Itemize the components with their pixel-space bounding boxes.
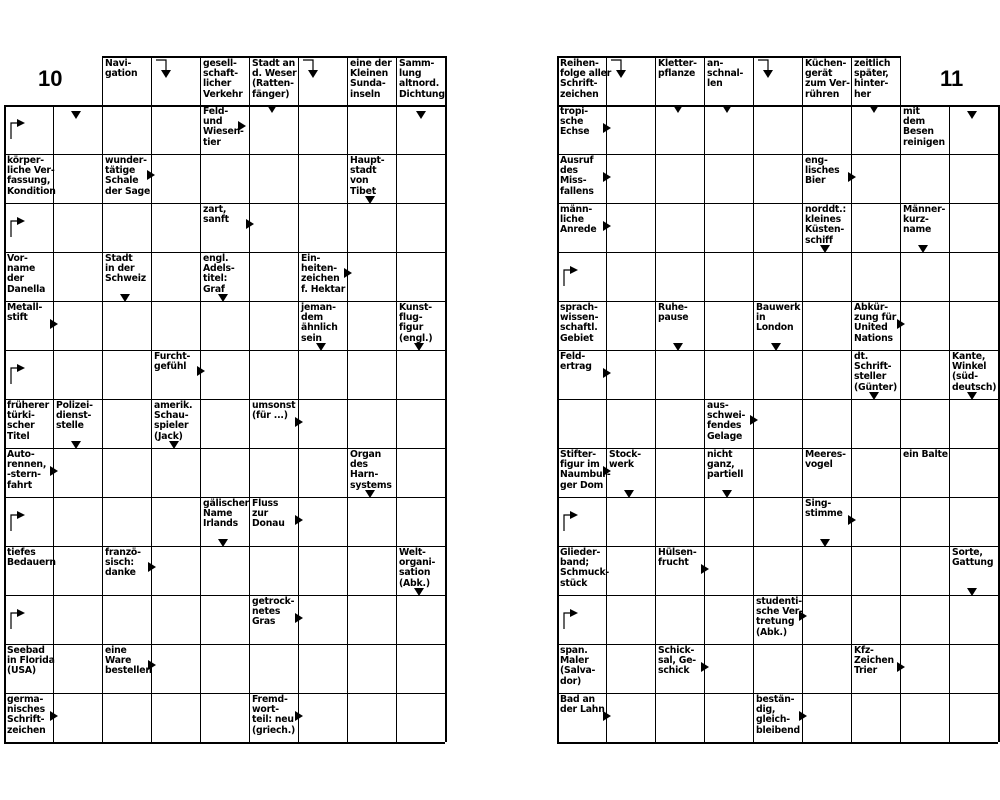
arrow-down-icon (918, 245, 928, 253)
left-clue: eine Ware bestellen (105, 645, 152, 677)
grid-line (557, 644, 998, 645)
right-clue: sprach- wissen- schaftl. Gebiet (560, 302, 599, 344)
left-clue: Feld- und Wiesen- tier (203, 106, 244, 148)
arrow-right-icon (603, 221, 611, 231)
grid-line (606, 56, 607, 742)
arrow-right-icon (246, 219, 254, 229)
arrow-down-icon (218, 294, 228, 302)
arrow-down-icon (120, 294, 130, 302)
arrow-down-icon (722, 490, 732, 498)
arrow-right-icon (295, 515, 303, 525)
arrow-right-icon (701, 564, 709, 574)
right-clue: Abkür- zung für United Nations (854, 302, 897, 344)
page-number-right: 11 (940, 66, 964, 91)
left-clue: Fremd- wort- teil: neu (griech.) (252, 694, 296, 736)
grid-line (200, 56, 201, 742)
left-clue: umsonst (für ...) (252, 400, 296, 422)
arrow-down-icon (771, 343, 781, 351)
left-clue: Auto- rennen, -stern- fahrt (7, 449, 47, 491)
left-clue: getrock- netes Gras (252, 596, 295, 628)
right-clue: Feld- ertrag (560, 351, 592, 373)
left-clue: Fluss zur Donau (252, 498, 285, 530)
arrow-right-icon (148, 562, 156, 572)
arrow-right-icon (603, 123, 611, 133)
right-clue: Ruhe- pause (658, 302, 689, 324)
arrow-right-icon (750, 415, 758, 425)
right-clue: bestän- dig, gleich- bleibend (756, 694, 800, 736)
right-clue: tropi- sche Echse (560, 106, 590, 138)
arrow-bend-icon (560, 266, 580, 290)
arrow-down-icon (967, 392, 977, 400)
arrow-down-icon (869, 392, 879, 400)
left-clue: wunder- tätige Schale der Sage (105, 155, 151, 197)
grid-line (4, 693, 445, 694)
arrow-down-icon (169, 441, 179, 449)
right-clue: dt. Schrift- steller (Günter) (854, 351, 898, 393)
right-clue: ein Balte (903, 449, 948, 460)
arrow-bend-icon (560, 511, 580, 535)
grid-line (557, 56, 559, 742)
arrow-down-icon (414, 343, 424, 351)
left-clue: Stadt an d. Weser (Ratten- fänger) (252, 58, 297, 100)
left-clue: Samm- lung altnord. Dichtung (399, 58, 445, 100)
arrow-right-icon (50, 711, 58, 721)
arrow-right-icon (701, 662, 709, 672)
left-clue: gälischer Name Irlands (203, 498, 250, 530)
arrow-down-icon (71, 441, 81, 449)
arrow-right-icon (148, 660, 156, 670)
right-clue: nicht ganz, partiell (707, 449, 744, 481)
arrow-right-icon (50, 319, 58, 329)
arrow-right-icon (897, 319, 905, 329)
grid-line (4, 350, 445, 351)
left-clue: gesell- schaft- licher Verkehr (203, 58, 243, 100)
arrow-down-icon (365, 490, 375, 498)
arrow-right-icon (295, 711, 303, 721)
arrow-bend-icon (756, 58, 776, 82)
left-clue: eine der Kleinen Sunda- inseln (350, 58, 392, 100)
right-clue: aus- schwei- fendes Gelage (707, 400, 746, 442)
arrow-down-icon (673, 105, 683, 113)
left-clue: Welt- organi- sation (Abk.) (399, 547, 436, 589)
arrow-down-icon (414, 588, 424, 596)
arrow-right-icon (147, 170, 155, 180)
right-clue: Hülsen- frucht (658, 547, 697, 569)
right-clue: Stifter- figur im Naumbur- ger Dom (560, 449, 611, 491)
arrow-right-icon (295, 613, 303, 623)
grid-line (102, 56, 103, 742)
grid-line (4, 742, 445, 744)
arrow-down-icon (416, 111, 426, 119)
left-clue: Navi- gation (105, 58, 138, 80)
right-clue: Kante, Winkel (süd- deutsch) (952, 351, 997, 393)
left-clue: früherer türki- scher Titel (7, 400, 50, 442)
arrow-down-icon (365, 196, 375, 204)
arrow-down-icon (820, 245, 830, 253)
right-clue: Männer- kurz- name (903, 204, 946, 236)
right-clue: Sorte, Gattung (952, 547, 994, 569)
arrow-down-icon (673, 343, 683, 351)
left-clue: Metall- stift (7, 302, 43, 324)
right-clue: an- schnal- len (707, 58, 744, 90)
right-clue: Schick- sal, Ge- schick (658, 645, 696, 677)
arrow-right-icon (197, 366, 205, 376)
right-clue: Sing- stimme (805, 498, 843, 520)
grid-line (4, 595, 445, 596)
left-clue: jeman- dem ähnlich sein (301, 302, 338, 344)
left-clue: amerik. Schau- spieler (Jack) (154, 400, 193, 442)
arrow-down-icon (869, 105, 879, 113)
arrow-right-icon (50, 466, 58, 476)
grid-line (4, 105, 6, 742)
grid-line (851, 56, 852, 742)
grid-line (396, 56, 397, 742)
right-clue: Bauwerk in London (756, 302, 801, 334)
arrow-down-icon (267, 105, 277, 113)
grid-line (753, 56, 754, 742)
right-clue: norddt.: kleines Küsten- schiff (805, 204, 846, 246)
arrow-bend-icon (7, 119, 27, 143)
left-clue: Kunst- flug- figur (engl.) (399, 302, 433, 344)
grid-line (557, 154, 998, 155)
arrow-down-icon (316, 343, 326, 351)
right-clue: Meeres- vogel (805, 449, 846, 471)
grid-line (557, 742, 998, 744)
arrow-right-icon (603, 172, 611, 182)
arrow-bend-icon (7, 217, 27, 241)
arrow-bend-icon (7, 511, 27, 535)
arrow-bend-icon (609, 58, 629, 82)
right-clue: Küchen- gerät zum Ver- rühren (805, 58, 850, 100)
arrow-bend-icon (154, 58, 174, 82)
grid-line (802, 56, 803, 742)
left-clue: Vor- name der Danella (7, 253, 46, 295)
grid-line (704, 56, 705, 742)
arrow-right-icon (897, 662, 905, 672)
left-clue: Stadt in der Schweiz (105, 253, 146, 285)
arrow-right-icon (603, 466, 611, 476)
grid-line (298, 56, 299, 742)
left-clue: Ein- heiten- zeichen f. Hektar (301, 253, 346, 295)
grid-line (557, 546, 998, 547)
arrow-bend-icon (7, 609, 27, 633)
left-clue: tiefes Bedauern (7, 547, 56, 569)
grid-line (557, 399, 998, 400)
right-clue: Reihen- folge aller Schrift- zeichen (560, 58, 612, 100)
right-clue: Stock- werk (609, 449, 641, 471)
page-number-left: 10 (38, 66, 63, 91)
left-clue: Furcht- gefühl (154, 351, 191, 373)
right-clue: span. Maler (Salva- dor) (560, 645, 596, 687)
arrow-right-icon (603, 711, 611, 721)
left-clue: franzö- sisch: danke (105, 547, 141, 579)
arrow-right-icon (295, 417, 303, 427)
grid-line (249, 56, 250, 742)
arrow-bend-icon (7, 364, 27, 388)
left-clue: engl. Adels- titel: Graf (203, 253, 235, 295)
left-clue: Seebad in Florida (USA) (7, 645, 55, 677)
arrow-right-icon (238, 121, 246, 131)
arrow-bend-icon (301, 58, 321, 82)
grid-line (949, 105, 950, 742)
grid-line (557, 252, 998, 253)
left-clue: germa- nisches Schrift- zeichen (7, 694, 46, 736)
left-clue: Haupt- stadt von Tibet (350, 155, 385, 197)
right-clue: Kletter- pflanze (658, 58, 697, 80)
right-clue: Kfz- Zeichen Trier (854, 645, 894, 677)
right-clue: mit dem Besen reinigen (903, 106, 945, 148)
arrow-down-icon (967, 111, 977, 119)
arrow-down-icon (722, 105, 732, 113)
left-clue: körper- liche Ver- fassung, Kondition (7, 155, 56, 197)
grid-line (655, 56, 656, 742)
left-clue: zart, sanft (203, 204, 229, 226)
right-clue: zeitlich später, hinter- her (854, 58, 891, 100)
grid-line (151, 56, 152, 742)
right-clue: Ausruf des Miss- fallens (560, 155, 594, 197)
left-clue: Organ des Harn- systems (350, 449, 392, 491)
grid-line (4, 644, 445, 645)
right-clue: Glieder- band; Schmuck- stück (560, 547, 610, 589)
arrow-down-icon (218, 539, 228, 547)
grid-line (900, 56, 901, 742)
arrow-down-icon (820, 539, 830, 547)
right-clue: Bad an der Lahn (560, 694, 605, 716)
arrow-right-icon (799, 611, 807, 621)
right-clue: studenti- sche Ver- tretung (Abk.) (756, 596, 803, 638)
arrow-down-icon (71, 111, 81, 119)
arrow-bend-icon (560, 609, 580, 633)
left-clue: Polizei- dienst- stelle (56, 400, 93, 432)
arrow-down-icon (967, 588, 977, 596)
grid-line (347, 56, 348, 742)
right-clue: eng- lisches Bier (805, 155, 840, 187)
arrow-right-icon (603, 368, 611, 378)
arrow-right-icon (799, 711, 807, 721)
grid-line (445, 56, 447, 742)
right-clue: männ- liche Anrede (560, 204, 597, 236)
arrow-right-icon (848, 172, 856, 182)
arrow-down-icon (624, 490, 634, 498)
arrow-right-icon (848, 515, 856, 525)
arrow-right-icon (344, 268, 352, 278)
